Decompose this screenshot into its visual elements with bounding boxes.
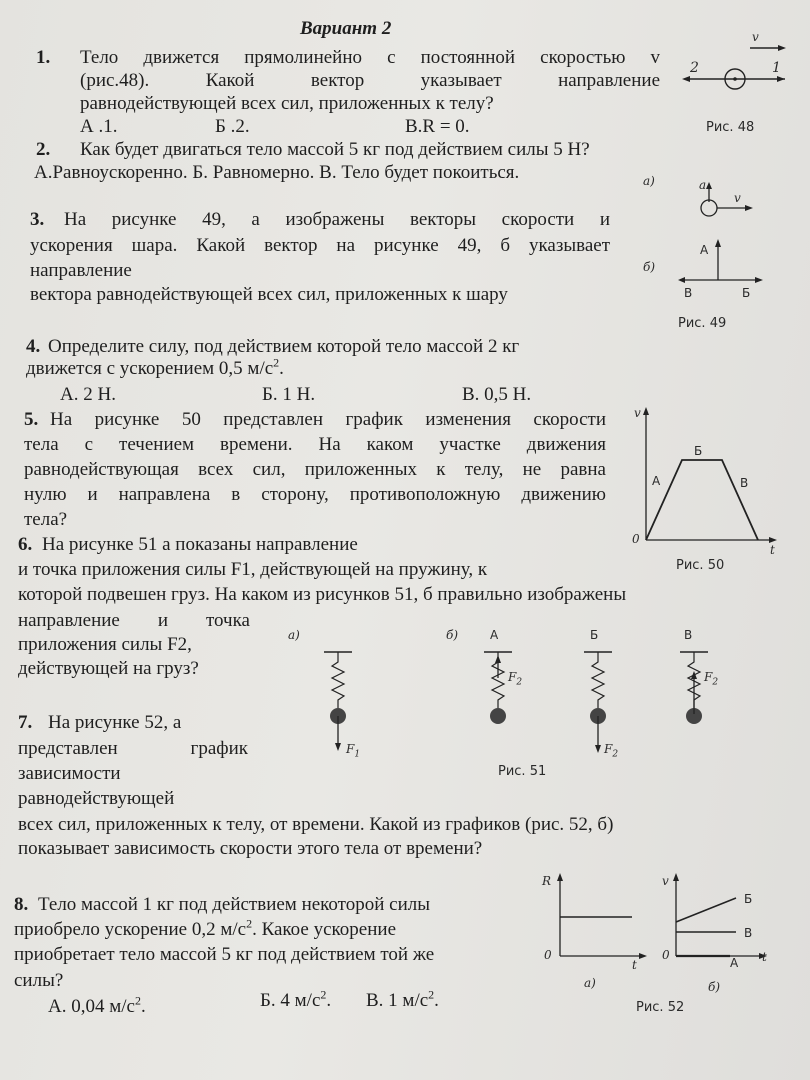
q8-number: 8. — [14, 894, 29, 915]
q8-option-b: Б. 4 $м/с^2$. — [260, 987, 332, 1011]
q3-line-3: направление — [30, 260, 132, 281]
q4-option-b: Б. 1 Н. — [262, 384, 316, 405]
q5-line-5: тела? — [24, 509, 68, 530]
fig51-label-a: а) — [288, 628, 300, 642]
fig49-B-label: Б — [742, 286, 751, 300]
fig50-t-label: t — [770, 543, 775, 557]
fig51-B-F2-label: $F_2$ — [604, 742, 619, 760]
q6-line-6: действующей на груз? — [18, 658, 199, 679]
fig48-v-label: v — [752, 30, 759, 44]
fig50-caption: Рис. 50 — [676, 558, 725, 573]
fig52a-label: а) — [584, 976, 596, 990]
fig52a-R-label: R — [542, 874, 552, 888]
fig49-label-b: б) — [643, 260, 656, 274]
q6-line-3: которой подвешен груз. На каком из рисунков 51, б правильно изображены — [18, 584, 627, 605]
q6-line-4: направление и точка — [18, 610, 250, 631]
fig52b-v-label: v — [662, 874, 669, 888]
fig50-v-label: v — [634, 406, 641, 420]
fig49-acc-label: a — [699, 178, 707, 192]
fig49-A-label: А — [700, 243, 709, 257]
q7-line-2: представлен график — [18, 738, 248, 759]
q1-option-a: А .1. — [80, 116, 118, 137]
q5-line-3: равнодействующая всех сил, приложенных к телу, не равна — [24, 459, 606, 480]
fig52a-t-label: t — [632, 958, 637, 972]
fig50-V-label: В — [740, 476, 749, 490]
q1-line-3: равнодействующей всех сил, приложенных к телу? — [80, 93, 494, 114]
q2-options: А.Равноускоренно. Б. Равномерно. В. Тело будет покоиться. — [34, 162, 520, 183]
fig51-option-V — [674, 648, 714, 728]
q7-line-3: зависимости — [18, 763, 121, 784]
q6-number: 6. — [18, 534, 33, 555]
fig51-A-label: А — [490, 628, 499, 642]
fig52b-label: б) — [708, 980, 721, 994]
fig49-V-label: В — [684, 286, 693, 300]
fig48-label-1: 1 — [772, 60, 781, 76]
q7-line-4: равнодействующей — [18, 788, 175, 809]
fig49-label-a: а) — [643, 174, 655, 188]
q1-option-b: Б .2. — [215, 116, 250, 137]
fig52a-graph — [552, 870, 652, 966]
q7-line-6: показывает зависимость скорости этого тела от времени? — [18, 838, 483, 859]
q1-line-1: Тело движется прямолинейно с постоянной скоростью v — [80, 47, 660, 68]
fig51-option-A — [478, 648, 518, 728]
q1-number: 1. — [36, 47, 51, 68]
q3-line-1: На рисунке 49, а изображены векторы скорости и — [64, 209, 610, 230]
fig52b-A-label: А — [730, 956, 739, 970]
q3-line-2: ускорения шара. Какой вектор на рисунке 49, б указывает — [30, 235, 610, 256]
q6-line-2: и точка приложения силы F1, действующей на пружину, к — [18, 559, 488, 580]
q5-number: 5. — [24, 409, 39, 430]
fig51-label-b: б) — [446, 628, 459, 642]
fig51-V-F2-label: $F_2$ — [704, 670, 719, 688]
fig51-B-label: Б — [590, 628, 599, 642]
fig48-label-2: 2 — [690, 60, 699, 76]
q8-line-3: приобретает тело массой 5 кг под действием той же — [14, 944, 435, 965]
q7-number: 7. — [18, 712, 33, 733]
fig51-V-label: В — [684, 628, 693, 642]
fig50-A-label: А — [652, 474, 661, 488]
fig49-vel-label: v — [734, 191, 741, 205]
q5-line-4: нулю и направлена в сторону, противоположную движению — [24, 484, 606, 505]
fig48-caption: Рис. 48 — [706, 120, 755, 135]
q3-number: 3. — [30, 209, 45, 230]
q6-line-1: На рисунке 51 а показаны направление — [42, 534, 358, 555]
fig52b-V-label: В — [744, 926, 753, 940]
q8-option-a: А. 0,04 $м/с^2$. — [48, 993, 146, 1017]
fig52b-zero: 0 — [662, 948, 670, 962]
fig50-B-label: Б — [694, 444, 703, 458]
q2-number: 2. — [36, 139, 51, 160]
fig49-caption: Рис. 49 — [678, 316, 727, 331]
fig52b-B-label: Б — [744, 892, 753, 906]
q8-option-v: В. 1 $м/с^2$. — [366, 987, 439, 1011]
fig51a-F1-label: $F_1$ — [346, 742, 361, 760]
q3-line-4: вектора равнодействующей всех сил, приложенных к шару — [30, 284, 508, 305]
q5-line-2: тела с течением времени. На каком участке движения — [24, 434, 606, 455]
fig52-caption: Рис. 52 — [636, 1000, 685, 1015]
fig50-zero: 0 — [632, 532, 640, 546]
q4-option-a: А. 2 Н. — [60, 384, 116, 405]
q6-line-5: приложения силы F2, — [18, 634, 192, 655]
q7-line-1: На рисунке 52, а — [48, 712, 182, 733]
fig51-A-F2-label: $F_2$ — [508, 670, 523, 688]
fig49b-diagram — [678, 236, 768, 286]
q2-line: Как будет двигаться тело массой 5 кг под действием силы 5 Н? — [80, 139, 590, 160]
q4-line-2: движется с ускорением 0,5 $м/с^2$. — [26, 355, 284, 379]
q8-line-1: Тело массой 1 кг под действием некоторой силы — [38, 894, 431, 915]
q1-line-2: (рис.48). Какой вектор указывает направление — [80, 70, 660, 91]
fig52a-zero: 0 — [544, 948, 552, 962]
fig52b-t-label: t — [762, 950, 767, 964]
q5-line-1: На рисунке 50 представлен график изменения скорости — [50, 409, 606, 430]
fig51-caption: Рис. 51 — [498, 764, 547, 779]
page-title: Вариант 2 — [300, 18, 392, 39]
q4-option-v: В. 0,5 Н. — [462, 384, 532, 405]
q8-line-2: приобрело ускорение 0,2 $м/с^2$. Какое ускорение — [14, 916, 397, 940]
q8-line-4: силы? — [14, 970, 64, 991]
q4-line-1: Определите силу, под действием которой тело массой 2 кг — [48, 336, 520, 357]
q4-number: 4. — [26, 336, 41, 357]
q1-option-v: В.R = 0. — [405, 116, 470, 137]
q7-line-5: всех сил, приложенных к телу, от времени. Какой из графиков (рис. 52, б) — [18, 814, 614, 835]
